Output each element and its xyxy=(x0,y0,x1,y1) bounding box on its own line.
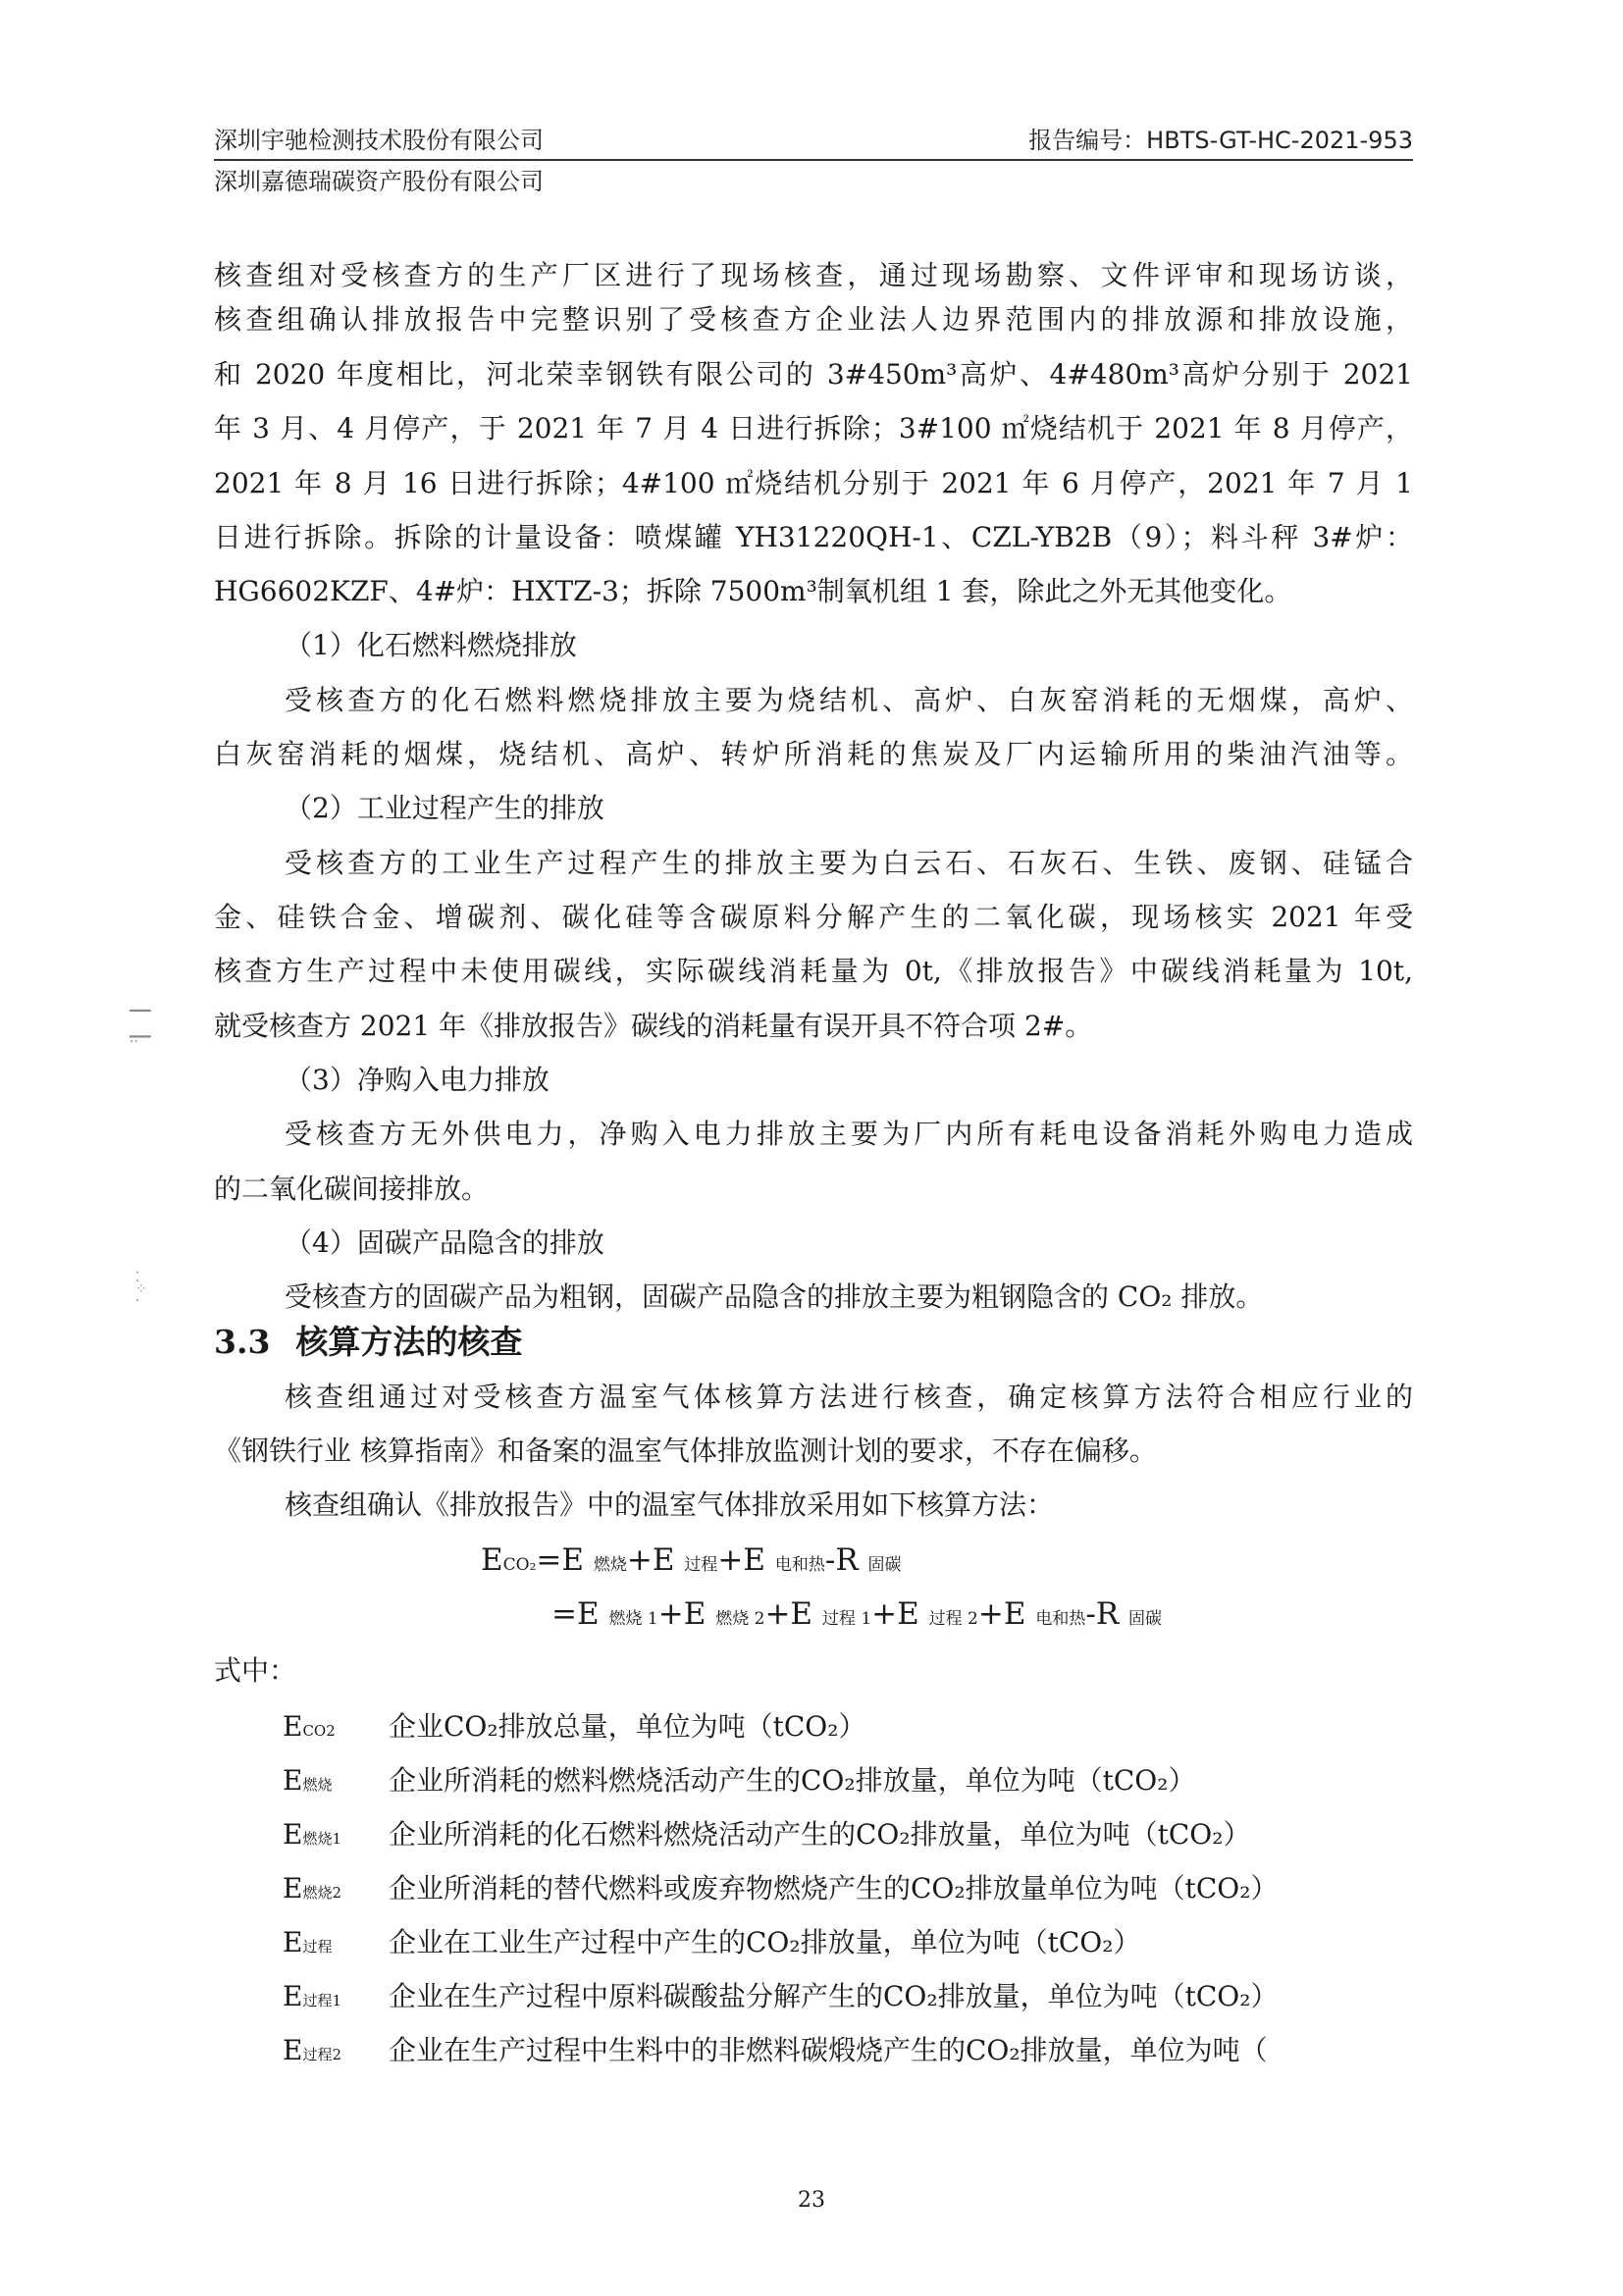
formula-symbol: E xyxy=(576,1596,600,1632)
definition-text: 企业所消耗的替代燃料或废弃物燃烧产生的CO₂排放量单位为吨（tCO₂） xyxy=(389,1872,1279,1905)
paragraph-line: 2021 年 8 月 16 日进行拆除；4#100 ㎡烧结机分别于 2021 年 6 月停产，2021 年 7 月 1 xyxy=(214,467,1413,499)
formula-operator: = xyxy=(536,1542,562,1578)
scan-mark: ⁚ ⁘ · xyxy=(135,1270,147,1309)
formula-symbol: E xyxy=(790,1596,813,1632)
paragraph-line: 受核查方的工业生产过程产生的排放主要为白云石、石灰石、生铁、废钢、硅锰合 xyxy=(285,847,1413,879)
header-line-1 xyxy=(214,126,1413,161)
paragraph-line: 白灰窑消耗的烟煤，烧结机、高炉、转炉所消耗的焦炭及厂内运输所用的柴油汽油等。 xyxy=(214,738,1413,770)
subsection-title: （2）工业过程产生的排放 xyxy=(285,792,604,824)
formula-symbol: E xyxy=(561,1542,585,1578)
header-company-1: 深圳宇驰检测技术股份有限公司 xyxy=(214,127,544,154)
paragraph-line: 就受核查方 2021 年《排放报告》碳线的消耗量有误开具不符合项 2#。 xyxy=(214,1010,1093,1042)
report-number: 报告编号：HBTS-GT-HC-2021-953 xyxy=(1028,127,1413,154)
definition-text: 企业在工业生产过程中产生的CO₂排放量，单位为吨（tCO₂） xyxy=(389,1926,1141,1958)
symbol-subscript: 过程2 xyxy=(302,2046,341,2063)
formula-symbol: R xyxy=(1095,1596,1120,1632)
definition-symbol xyxy=(283,2033,341,2072)
definition-symbol xyxy=(283,1925,332,1964)
paragraph-line: 核查组确认《排放报告》中的温室气体排放采用如下核算方法： xyxy=(285,1488,1055,1521)
symbol-subscript: 燃烧1 xyxy=(302,1830,341,1848)
symbol-subscript: 过程 xyxy=(302,1938,333,1956)
symbol-subscript: 过程1 xyxy=(302,1992,341,2009)
definition-symbol xyxy=(283,1979,341,2018)
formula-subscript: CO₂ xyxy=(502,1555,537,1575)
where-label: 式中： xyxy=(214,1654,297,1687)
paragraph-line: 《钢铁行业 核算指南》和备案的温室气体排放监测计划的要求，不存在偏移。 xyxy=(214,1435,1157,1467)
formula-symbol: E xyxy=(743,1542,765,1578)
section-heading xyxy=(214,1323,522,1362)
formula-subscript: 电和热 xyxy=(774,1555,825,1575)
formula-operator: + xyxy=(871,1596,898,1632)
paragraph-line: 核查组确认排放报告中完整识别了受核查方企业法人边界范围内的排放源和排放设施， xyxy=(214,303,1413,336)
formula-subscript: 燃烧 1 xyxy=(608,1609,658,1629)
symbol-letter: E xyxy=(283,1764,303,1797)
definition-text: 企业所消耗的化石燃料燃烧活动产生的CO₂排放量，单位为吨（tCO₂） xyxy=(389,1818,1251,1851)
paragraph-line: 金、硅铁合金、增碳剂、碳化硅等含碳原料分解产生的二氧化碳，现场核实 2021 年受 xyxy=(214,901,1413,933)
formula-symbol: E xyxy=(481,1542,503,1578)
definition-symbol xyxy=(283,1817,341,1856)
scan-mark: ▔▔ ▁▁ ·· xyxy=(130,1011,151,1050)
formula-operator: - xyxy=(1085,1596,1096,1632)
definition-text: 企业CO₂排放总量，单位为吨（tCO₂） xyxy=(389,1710,866,1743)
formula-subscript: 燃烧 2 xyxy=(715,1609,765,1629)
formula-symbol: E xyxy=(1003,1596,1026,1632)
subsection-title: （1）化石燃料燃烧排放 xyxy=(285,629,577,661)
definition-text: 企业在生产过程中生料中的非燃料碳煅烧产生的CO₂排放量，单位为吨（ xyxy=(389,2034,1268,2066)
subsection-title: （3）净购入电力排放 xyxy=(285,1064,550,1096)
formula-symbol: E xyxy=(897,1596,919,1632)
formula-symbol: E xyxy=(652,1542,675,1578)
formula-operator: + xyxy=(626,1542,653,1578)
formula-subscript: 电和热 xyxy=(1035,1609,1086,1629)
formula-operator: = xyxy=(551,1596,577,1632)
symbol-subscript: 燃烧2 xyxy=(302,1884,341,1902)
paragraph-line: 核查组对受核查方的生产厂区进行了现场核查，通过现场勘察、文件评审和现场访谈， xyxy=(214,259,1413,291)
symbol-letter: E xyxy=(283,2034,303,2066)
formula-operator: + xyxy=(977,1596,1004,1632)
page-number: 23 xyxy=(798,2188,825,2213)
formula-subscript: 固碳 xyxy=(1128,1609,1163,1629)
subsection-title: （4）固碳产品隐含的排放 xyxy=(285,1226,604,1259)
symbol-subscript: CO2 xyxy=(302,1722,336,1740)
definition-text: 企业在生产过程中原料碳酸盐分解产生的CO₂排放量，单位为吨（tCO₂） xyxy=(389,1980,1279,2012)
definition-symbol xyxy=(283,1709,336,1748)
paragraph-line: 日进行拆除。拆除的计量设备：喷煤罐 YH31220QH-1、CZL-YB2B（9）；料斗秤 3#炉： xyxy=(214,521,1413,553)
formula-subscript: 过程 1 xyxy=(821,1609,872,1629)
symbol-letter: E xyxy=(283,1872,303,1905)
formula-line-1 xyxy=(481,1540,902,1585)
formula-line-2 xyxy=(551,1594,1162,1639)
formula-symbol: R xyxy=(835,1542,859,1578)
paragraph-line: 受核查方的化石燃料燃烧排放主要为烧结机、高炉、白灰窑消耗的无烟煤，高炉、 xyxy=(285,684,1413,716)
formula-symbol: E xyxy=(683,1596,707,1632)
formula-operator: + xyxy=(764,1596,791,1632)
formula-operator: + xyxy=(717,1542,744,1578)
paragraph-line: 受核查方的固碳产品为粗钢，固碳产品隐含的排放主要为粗钢隐含的 CO₂ 排放。 xyxy=(285,1280,1264,1313)
symbol-letter: E xyxy=(283,1818,303,1851)
paragraph-line: 的二氧化碳间接排放。 xyxy=(214,1173,490,1205)
formula-subscript: 燃烧 xyxy=(593,1555,627,1575)
definition-symbol xyxy=(283,1871,341,1910)
symbol-letter: E xyxy=(283,1980,303,2012)
paragraph-line: 年 3 月、4 月停产，于 2021 年 7 月 4 日进行拆除；3#100 ㎡烧结机于 2021 年 8 月停产， xyxy=(214,412,1413,444)
header-company-2: 深圳嘉德瑞碳资产股份有限公司 xyxy=(214,168,544,195)
paragraph-line: 核查方生产过程中未使用碳线，实际碳线消耗量为 0t,《排放报告》中碳线消耗量为 10t, xyxy=(214,955,1413,987)
paragraph-line: HG6602KZF、4#炉：HXTZ-3；拆除 7500m³制氧机组 1 套，除此之外无其他变化。 xyxy=(214,575,1292,607)
paragraph-line: 核查组通过对受核查方温室气体核算方法进行核查，确定核算方法符合相应行业的 xyxy=(285,1381,1413,1413)
paragraph-line: 和 2020 年度相比，河北荣幸钢铁有限公司的 3#450m³高炉、4#480m³高炉分别于 2021 xyxy=(214,358,1413,391)
section-number: 3.3 xyxy=(214,1323,271,1361)
symbol-letter: E xyxy=(283,1926,303,1958)
formula-subscript: 固碳 xyxy=(867,1555,902,1575)
definition-symbol xyxy=(283,1763,332,1802)
formula-operator: - xyxy=(824,1542,836,1578)
formula-operator: + xyxy=(657,1596,684,1632)
formula-subscript: 过程 xyxy=(684,1555,718,1575)
formula-subscript: 过程 2 xyxy=(928,1609,978,1629)
definition-text: 企业所消耗的燃料燃烧活动产生的CO₂排放量，单位为吨（tCO₂） xyxy=(389,1764,1196,1797)
section-title: 核算方法的核查 xyxy=(295,1323,523,1361)
paragraph-line: 受核查方无外供电力，净购入电力排放主要为厂内所有耗电设备消耗外购电力造成 xyxy=(285,1118,1413,1150)
symbol-subscript: 燃烧 xyxy=(302,1776,333,1794)
symbol-letter: E xyxy=(283,1710,303,1743)
